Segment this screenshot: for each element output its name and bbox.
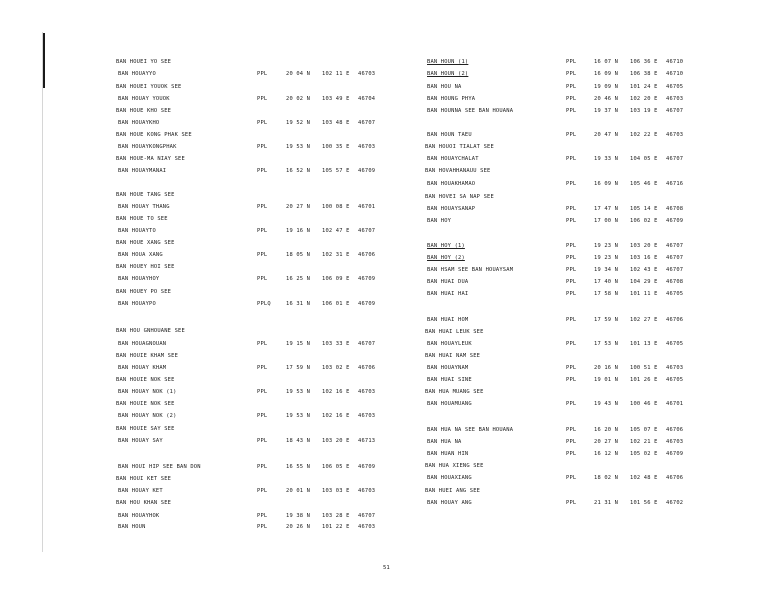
map-sheet-code: 46705 [666,84,684,90]
longitude: 106 02 E [630,218,658,224]
feature-type: PPL [566,365,577,371]
feature-type: PPL [566,156,577,162]
place-name: BAN HOUNG PHYA [427,96,476,102]
place-name: BAN HUEI ANG SEE [425,488,481,494]
place-name: BAN HOUA XANG [118,252,163,258]
place-name: BAN HOUIE SAY SEE [116,426,175,432]
latitude: 17 40 N [594,279,619,285]
place-name: BAN HUAI DUA [427,279,469,285]
longitude: 103 49 E [322,96,350,102]
latitude: 18 05 N [286,252,311,258]
place-name: BAN HOUN TAEU [427,132,472,138]
longitude: 100 51 E [630,365,658,371]
feature-type: PPL [257,228,268,234]
map-sheet-code: 46709 [358,464,376,470]
longitude: 103 20 E [630,243,658,249]
place-name: BAN HOUAYTO [118,228,156,234]
feature-type: PPL [566,243,577,249]
place-name: BAN HOY (1) [427,243,465,249]
latitude: 20 27 N [286,204,311,210]
place-name: BAN HUAI HAI [427,291,469,297]
longitude: 106 01 E [322,301,350,307]
longitude: 102 47 E [322,228,350,234]
feature-type: PPL [566,132,577,138]
latitude: 19 52 N [286,120,311,126]
map-sheet-code: 46710 [666,59,684,65]
feature-type: PPL [566,206,577,212]
map-sheet-code: 46707 [666,255,684,261]
map-sheet-code: 46703 [358,71,376,77]
place-name: BAN HUA MUANG SEE [425,389,484,395]
place-name: BAN HOVAHHANAUU SEE [425,168,491,174]
place-name: BAN HOUEI YO SEE [116,59,172,65]
latitude: 16 09 N [594,181,619,187]
place-name: BAN HUAI SINE [427,377,472,383]
longitude: 105 02 E [630,451,658,457]
longitude: 106 38 E [630,71,658,77]
latitude: 20 46 N [594,96,619,102]
place-name: BAN HOUAYYO [118,71,156,77]
map-sheet-code: 46705 [666,377,684,383]
map-sheet-code: 46706 [358,252,376,258]
place-name: BAN HOU KHAN SEE [116,500,172,506]
feature-type: PPL [566,401,577,407]
feature-type: PPL [257,120,268,126]
latitude: 20 04 N [286,71,311,77]
latitude: 20 47 N [594,132,619,138]
feature-type: PPL [257,413,268,419]
feature-type: PPL [257,438,268,444]
latitude: 16 12 N [594,451,619,457]
feature-type: PPL [566,475,577,481]
latitude: 19 38 N [286,513,311,519]
longitude: 102 22 E [630,132,658,138]
map-sheet-code: 46708 [666,279,684,285]
map-sheet-code: 46705 [666,341,684,347]
feature-type: PPL [257,96,268,102]
latitude: 19 33 N [594,156,619,162]
feature-type: PPL [566,181,577,187]
latitude: 17 00 N [594,218,619,224]
place-name: BAN HOUAYCHALAT [427,156,479,162]
place-name: BAN HOUAY NOK (2) [118,413,177,419]
longitude: 102 16 E [322,389,350,395]
longitude: 103 48 E [322,120,350,126]
longitude: 102 20 E [630,96,658,102]
feature-type: PPL [566,500,577,506]
place-name: BAN HOUE KHO SEE [116,108,172,114]
latitude: 19 23 N [594,243,619,249]
feature-type: PPL [566,255,577,261]
place-name: BAN HOUE XANG SEE [116,240,175,246]
margin-mark [43,33,45,88]
latitude: 20 26 N [286,524,311,530]
feature-type: PPL [566,71,577,77]
longitude: 102 43 E [630,267,658,273]
map-sheet-code: 46702 [666,500,684,506]
latitude: 19 01 N [594,377,619,383]
latitude: 16 31 N [286,301,311,307]
place-name: BAN HOUE TO SEE [116,216,168,222]
place-name: BAN HOUAYHOK [118,513,160,519]
place-name: BAN HOUN (2) [427,71,469,77]
feature-type: PPL [257,464,268,470]
longitude: 101 22 E [322,524,350,530]
longitude: 102 48 E [630,475,658,481]
latitude: 20 02 N [286,96,311,102]
feature-type: PPL [566,439,577,445]
place-name: BAN HUAI NAM SEE [425,353,481,359]
feature-type: PPL [566,377,577,383]
place-name: BAN HOUAYLEUK [427,341,472,347]
map-sheet-code: 46709 [666,451,684,457]
feature-type: PPL [257,365,268,371]
map-sheet-code: 46716 [666,181,684,187]
latitude: 19 37 N [594,108,619,114]
latitude: 18 02 N [594,475,619,481]
longitude: 103 20 E [322,438,350,444]
longitude: 105 46 E [630,181,658,187]
latitude: 16 52 N [286,168,311,174]
place-name: BAN HUAI HOM [427,317,469,323]
feature-type: PPL [257,144,268,150]
longitude: 106 09 E [322,276,350,282]
map-sheet-code: 46707 [358,120,376,126]
place-name: BAN HOY (2) [427,255,465,261]
place-name: BAN HUA NA SEE BAN HOUANA [427,427,514,433]
place-name: BAN HOUAY SAY [118,438,163,444]
map-sheet-code: 46710 [666,71,684,77]
latitude: 20 16 N [594,365,619,371]
place-name: BAN HOUAYKONGPHAK [118,144,177,150]
latitude: 19 34 N [594,267,619,273]
place-name: BAN HOUAYSANAP [427,206,476,212]
place-name: BAN HOUEY PO SEE [116,289,172,295]
longitude: 101 26 E [630,377,658,383]
map-sheet-code: 46709 [666,218,684,224]
place-name: BAN HOUI HIP SEE BAN DON [118,464,201,470]
feature-type: PPL [257,71,268,77]
longitude: 102 21 E [630,439,658,445]
place-name: BAN HOUE-MA NIAY SEE [116,156,185,162]
latitude: 19 15 N [286,341,311,347]
longitude: 103 28 E [322,513,350,519]
map-sheet-code: 46706 [666,317,684,323]
longitude: 103 16 E [630,255,658,261]
feature-type: PPL [566,218,577,224]
place-name: BAN HOVEI SA NAP SEE [425,194,494,200]
longitude: 101 11 E [630,291,658,297]
place-name: BAN HOU GNHOUANE SEE [116,328,185,334]
map-sheet-code: 46708 [666,206,684,212]
latitude: 17 59 N [286,365,311,371]
place-name: BAN HOUAYMANAI [118,168,167,174]
latitude: 17 59 N [594,317,619,323]
map-sheet-code: 46707 [358,341,376,347]
place-name: BAN HOUEI YOUOK SEE [116,84,182,90]
feature-type: PPL [566,317,577,323]
place-name: BAN HOUAYNAM [427,365,469,371]
feature-type: PPL [566,451,577,457]
longitude: 105 07 E [630,427,658,433]
longitude: 100 08 E [322,204,350,210]
latitude: 16 09 N [594,71,619,77]
latitude: 19 23 N [594,255,619,261]
map-sheet-code: 46701 [666,401,684,407]
map-sheet-code: 46706 [358,365,376,371]
place-name: BAN HOUE KONG PHAK SEE [116,132,192,138]
latitude: 19 09 N [594,84,619,90]
map-sheet-code: 46705 [666,291,684,297]
place-name: BAN HUAI LEUK SEE [425,329,484,335]
place-name: BAN HUA NA [427,439,462,445]
place-name: BAN HOUIE NOK SEE [116,401,175,407]
place-name: BAN HOUIE KHAM SEE [116,353,179,359]
longitude: 102 11 E [322,71,350,77]
map-sheet-code: 46703 [358,144,376,150]
place-name: BAN HOUAGNOUAN [118,341,167,347]
map-sheet-code: 46701 [358,204,376,210]
map-sheet-code: 46707 [666,156,684,162]
feature-type: PPL [257,524,268,530]
longitude: 104 29 E [630,279,658,285]
feature-type: PPL [566,108,577,114]
place-name: BAN HOUI KET SEE [116,476,172,482]
feature-type: PPL [566,96,577,102]
latitude: 18 43 N [286,438,311,444]
place-name: BAN HOU NA [427,84,462,90]
map-sheet-code: 46703 [358,389,376,395]
feature-type: PPL [257,341,268,347]
longitude: 102 27 E [630,317,658,323]
longitude: 101 13 E [630,341,658,347]
longitude: 105 14 E [630,206,658,212]
map-sheet-code: 46703 [666,439,684,445]
feature-type: PPL [566,84,577,90]
place-name: BAN HOUAY NOK (1) [118,389,177,395]
map-sheet-code: 46709 [358,301,376,307]
map-sheet-code: 46709 [358,168,376,174]
map-sheet-code: 46703 [358,524,376,530]
place-name: BAN HOUEY HOI SEE [116,264,175,270]
feature-type: PPLQ [257,301,271,307]
place-name: BAN HOUAMUANG [427,401,472,407]
longitude: 101 56 E [630,500,658,506]
map-sheet-code: 46703 [358,488,376,494]
longitude: 102 31 E [322,252,350,258]
feature-type: PPL [257,168,268,174]
latitude: 16 55 N [286,464,311,470]
latitude: 21 31 N [594,500,619,506]
map-sheet-code: 46707 [666,243,684,249]
place-name: BAN HOUAXIANG [427,475,472,481]
longitude: 100 35 E [322,144,350,150]
map-sheet-code: 46707 [666,108,684,114]
place-name: BAN HOUAY THANG [118,204,170,210]
feature-type: PPL [566,427,577,433]
feature-type: PPL [566,279,577,285]
map-sheet-code: 46706 [666,475,684,481]
latitude: 16 07 N [594,59,619,65]
map-sheet-code: 46703 [666,96,684,102]
place-name: BAN HOY [427,218,452,224]
place-name: BAN HOUAYKHO [118,120,160,126]
place-name: BAN HUAN HIN [427,451,469,457]
feature-type: PPL [257,276,268,282]
map-sheet-code: 46707 [666,267,684,273]
longitude: 106 05 E [322,464,350,470]
map-sheet-code: 46707 [358,513,376,519]
place-name: BAN HOUAY YOUOK [118,96,170,102]
feature-type: PPL [257,389,268,395]
feature-type: PPL [566,267,577,273]
latitude: 19 53 N [286,413,311,419]
feature-type: PPL [566,291,577,297]
map-sheet-code: 46704 [358,96,376,102]
place-name: BAN HOUAYHOY [118,276,160,282]
place-name: BAN HSAM SEE BAN HOUAYSAM [427,267,514,273]
map-sheet-code: 46706 [666,427,684,433]
latitude: 20 27 N [594,439,619,445]
longitude: 103 33 E [322,341,350,347]
map-sheet-code: 46703 [358,413,376,419]
page-margin-line [42,32,43,552]
latitude: 19 53 N [286,144,311,150]
latitude: 17 53 N [594,341,619,347]
place-name: BAN HOUN [118,524,146,530]
latitude: 17 58 N [594,291,619,297]
feature-type: PPL [257,488,268,494]
place-name: BAN HOUE TANG SEE [116,192,175,198]
latitude: 16 25 N [286,276,311,282]
feature-type: PPL [566,341,577,347]
map-sheet-code: 46709 [358,276,376,282]
feature-type: PPL [257,252,268,258]
place-name: BAN HOUNNA SEE BAN HOUANA [427,108,514,114]
longitude: 103 19 E [630,108,658,114]
feature-type: PPL [566,59,577,65]
longitude: 103 03 E [322,488,350,494]
place-name: BAN HOUOI TIALAT SEE [425,144,494,150]
map-sheet-code: 46713 [358,438,376,444]
longitude: 104 05 E [630,156,658,162]
latitude: 19 53 N [286,389,311,395]
place-name: BAN HOUIE NOK SEE [116,377,175,383]
map-sheet-code: 46703 [666,365,684,371]
feature-type: PPL [257,513,268,519]
longitude: 100 46 E [630,401,658,407]
latitude: 16 20 N [594,427,619,433]
place-name: BAN HUA XIENG SEE [425,463,484,469]
place-name: BAN HOUAY KET [118,488,163,494]
map-sheet-code: 46703 [666,132,684,138]
place-name: BAN HOUAYPO [118,301,156,307]
feature-type: PPL [257,204,268,210]
longitude: 101 24 E [630,84,658,90]
latitude: 19 16 N [286,228,311,234]
longitude: 102 16 E [322,413,350,419]
map-sheet-code: 46707 [358,228,376,234]
place-name: BAN HOUAKHAMAO [427,181,476,187]
latitude: 20 01 N [286,488,311,494]
longitude: 105 57 E [322,168,350,174]
place-name: BAN HOUAY ANG [427,500,472,506]
page-number: 51 [383,565,390,571]
longitude: 106 36 E [630,59,658,65]
latitude: 17 47 N [594,206,619,212]
latitude: 19 43 N [594,401,619,407]
place-name: BAN HOUN (1) [427,59,469,65]
place-name: BAN HOUAY KHAM [118,365,167,371]
longitude: 103 02 E [322,365,350,371]
